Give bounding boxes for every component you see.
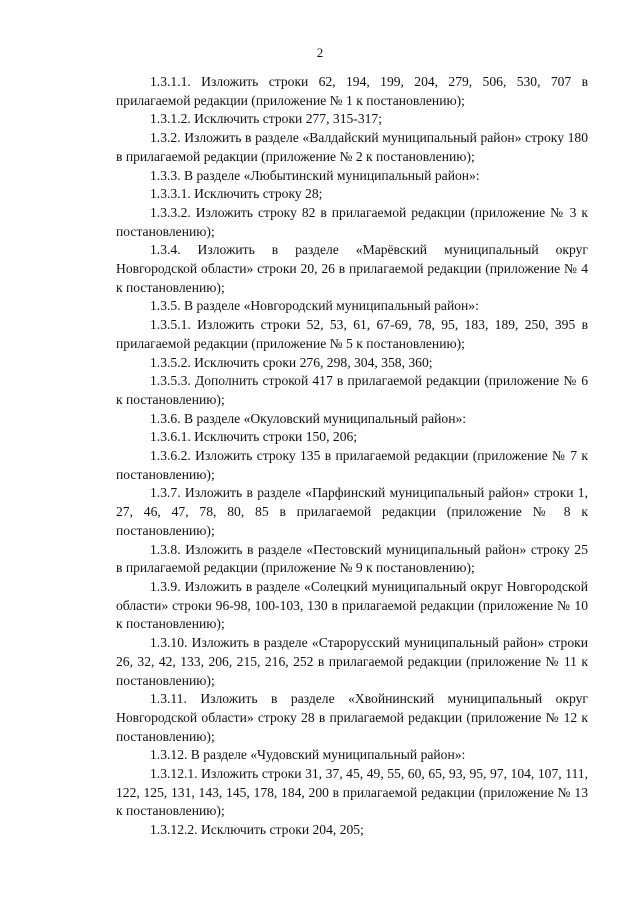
paragraph: 1.3.11. Изложить в разделе «Хвойнинский муниципальный округ Новгородской области» строку 28 в прилагаемой редакции (приложение № 12 к постановлению); [116,691,588,744]
paragraph: 1.3.6.2. Изложить строку 135 в прилагаемой редакции (приложение № 7 к постановлению); [116,448,588,482]
paragraph: 1.3.6. В разделе «Окуловский муниципальный район»: [150,410,467,426]
paragraph: 1.3.3.2. Изложить строку 82 в прилагаемой редакции (приложение № 3 к постановлению); [116,204,588,239]
paragraph: 1.3.3. В разделе «Любытинский муниципальный район»: [150,167,480,183]
paragraph: 1.3.12. В разделе «Чудовский муниципальный район»: [150,747,466,763]
document-body [116,73,588,840]
paragraph: 1.3.6.1. Исключить строки 150, 206; [150,429,358,445]
paragraph: 1.3.5.3. Дополнить строкой 417 в прилагаемой редакции (приложение № 6 к постановлению); [116,373,588,407]
page-number: 2 [316,45,324,60]
paragraph: 1.3.3.1. Исключить строку 28; [150,186,323,202]
paragraph: 1.3.7. Изложить в разделе «Парфинский муниципальный район» строки 1, 27, 46, 47, 78, 80, 85 в прилагаемой редакции (приложение № 8 к постановлению); [116,485,588,538]
paragraph: 1.3.1.1. Изложить строки 62, 194, 199, 204, 279, 506, 530, 707 в прилагаемой редакции (приложение № 1 к постановлению); [116,74,588,108]
paragraph: 1.3.5.2. Исключить сроки 276, 298, 304, 358, 360; [150,354,433,370]
paragraph: 1.3.4. Изложить в разделе «Марёвский муниципальный округ Новгородской области» строки 20, 26 в прилагаемой редакции (приложение № 4 к постановлению); [116,242,588,295]
paragraph: 1.3.2. Изложить в разделе «Валдайский муниципальный район» строку 180 в прилагаемой редакции (приложение № 2 к постановлению); [116,130,588,164]
paragraph: 1.3.8. Изложить в разделе «Пестовский муниципальный район» строку 25 в прилагаемой редакции (приложение № 9 к постановлению); [116,541,588,576]
paragraph: 1.3.12.2. Исключить строки 204, 205; [150,822,364,838]
paragraph: 1.3.1.2. Исключить строки 277, 315-317; [150,111,382,127]
paragraph: 1.3.5.1. Изложить строки 52, 53, 61, 67-69, 78, 95, 183, 189, 250, 395 в прилагаемой редакции (приложение № 5 к постановлению); [116,317,588,351]
paragraph: 1.3.5. В разделе «Новгородский муниципальный район»: [150,298,479,314]
paragraph: 1.3.12.1. Изложить строки 31, 37, 45, 49, 55, 60, 65, 93, 95, 97, 104, 107, 111, 122, 125, 131, 143, 145, 178, 184, 200 в прилагаемой редакции (приложение № 13 к постановлению); [116,766,588,819]
paragraph: 1.3.10. Изложить в разделе «Старорусский муниципальный район» строки 26, 32, 42, 133, 206, 215, 216, 252 в прилагаемой редакции (приложение № 11 к постановлению); [116,635,588,688]
paragraph: 1.3.9. Изложить в разделе «Солецкий муниципальный округ Новгородской области» строки 96-98, 100-103, 130 в прилагаемой редакции (приложение № 10 к постановлению); [116,578,588,632]
